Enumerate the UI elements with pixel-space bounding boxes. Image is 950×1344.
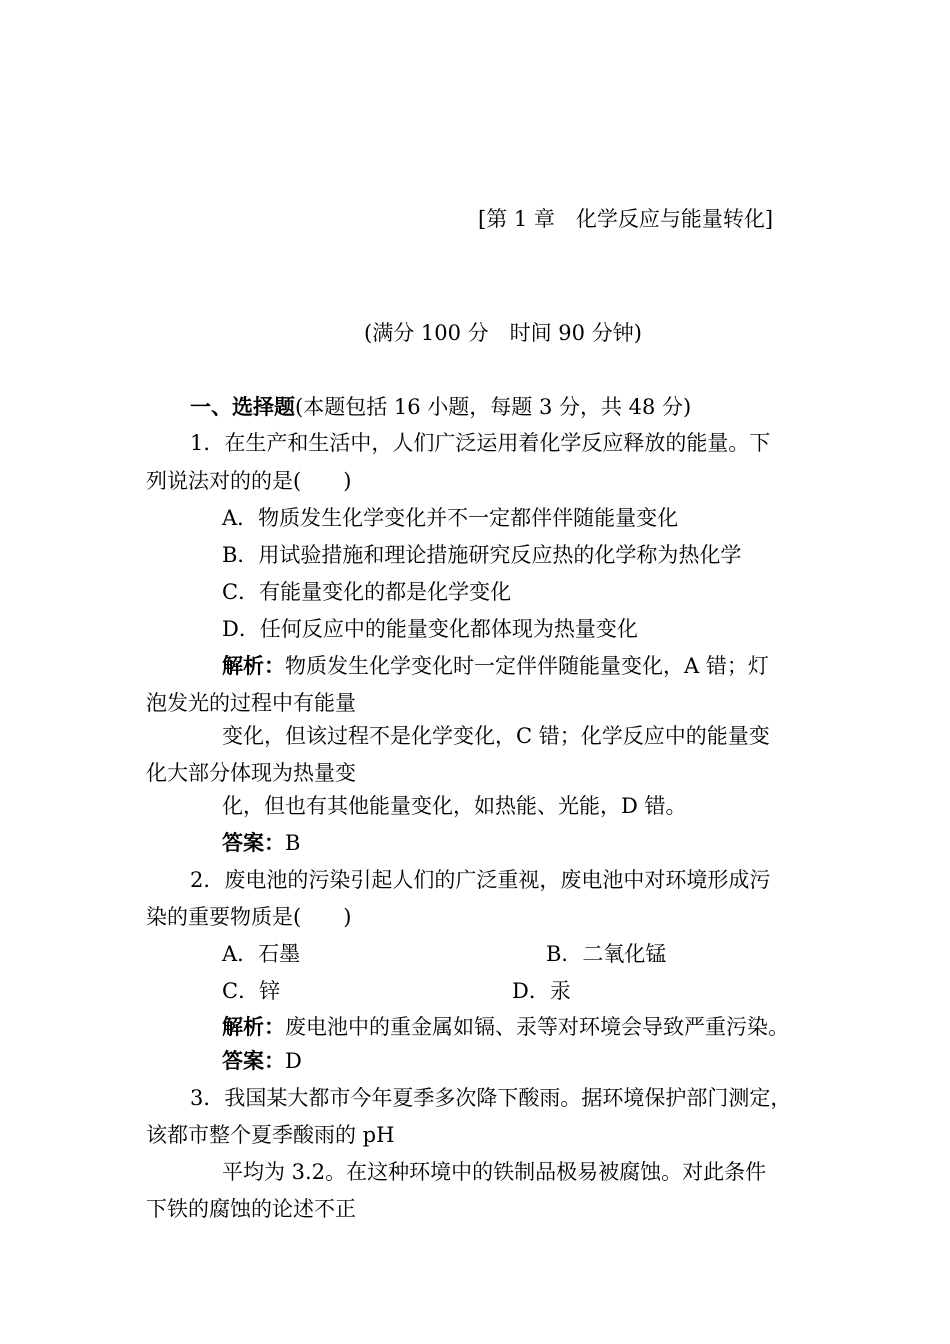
- q1-option-c: C．有能量变化的都是化学变化: [222, 580, 512, 604]
- q1-analysis-line1: [222, 651, 769, 681]
- q2-answer: [222, 1046, 302, 1076]
- q3-stem-line1: 3．我国某大都市今年夏季多次降下酸雨。据环境保护部门测定，: [190, 1086, 792, 1110]
- section-heading: [190, 392, 691, 422]
- q1-stem-line1: 1．在生产和生活中，人们广泛运用着化学反应释放的能量。下: [190, 431, 771, 455]
- chapter-title: [第 1 章 化学反应与能量转化]: [478, 207, 774, 231]
- q3-stem-line2: 该都市整个夏季酸雨的 pH: [146, 1123, 395, 1147]
- q1-analysis-line5: 化，但也有其他能量变化，如热能、光能，D 错。: [222, 794, 687, 818]
- q1-answer: [222, 828, 300, 858]
- q1-option-a: A．物质发生化学变化并不一定都伴伴随能量变化: [222, 506, 679, 530]
- q1-analysis-line4: 化大部分体现为热量变: [146, 761, 356, 785]
- section-note: (本题包括 16 小题，每题 3 分，共 48 分): [295, 395, 692, 419]
- q1-answer-label: 答案：: [222, 830, 285, 855]
- q2-analysis-line1: [222, 1012, 789, 1042]
- q2-answer-value: D: [285, 1049, 302, 1073]
- q1-analysis-line2: 泡发光的过程中有能量: [146, 691, 356, 715]
- q1-analysis-text1: 物质发生化学变化时一定伴伴随能量变化，A 错；灯: [285, 654, 769, 678]
- q1-option-b: B．用试验措施和理论措施研究反应热的化学称为热化学: [222, 543, 742, 567]
- q1-analysis-line3: 变化，但该过程不是化学变化，C 错；化学反应中的能量变: [222, 724, 770, 748]
- q2-answer-label: 答案：: [222, 1048, 285, 1073]
- section-label: 一、选择题: [190, 394, 295, 419]
- q2-analysis-label: 解析：: [222, 1014, 285, 1039]
- q3-stem-line3: 平均为 3.2。在这种环境中的铁制品极易被腐蚀。对此条件: [222, 1160, 767, 1184]
- q2-option-a: A．石墨: [222, 942, 301, 966]
- q1-analysis-label: 解析：: [222, 653, 285, 678]
- q2-option-d: D．汞: [512, 979, 571, 1003]
- q3-stem-line4: 下铁的腐蚀的论述不正: [146, 1197, 356, 1221]
- q2-stem-line2: 染的重要物质是( ): [146, 905, 352, 929]
- q2-option-c: C．锌: [222, 979, 281, 1003]
- q2-option-b: B．二氧化锰: [546, 942, 667, 966]
- q2-analysis-text1: 废电池中的重金属如镉、汞等对环境会导致严重污染。: [285, 1015, 789, 1039]
- q2-stem-line1: 2．废电池的污染引起人们的广泛重视，废电池中对环境形成污: [190, 868, 771, 892]
- q1-answer-value: B: [285, 831, 301, 855]
- q1-option-d: D．任何反应中的能量变化都体现为热量变化: [222, 617, 638, 641]
- q1-stem-line2: 列说法对的的是( ): [146, 469, 352, 493]
- exam-info: (满分 100 分 时间 90 分钟): [364, 321, 642, 345]
